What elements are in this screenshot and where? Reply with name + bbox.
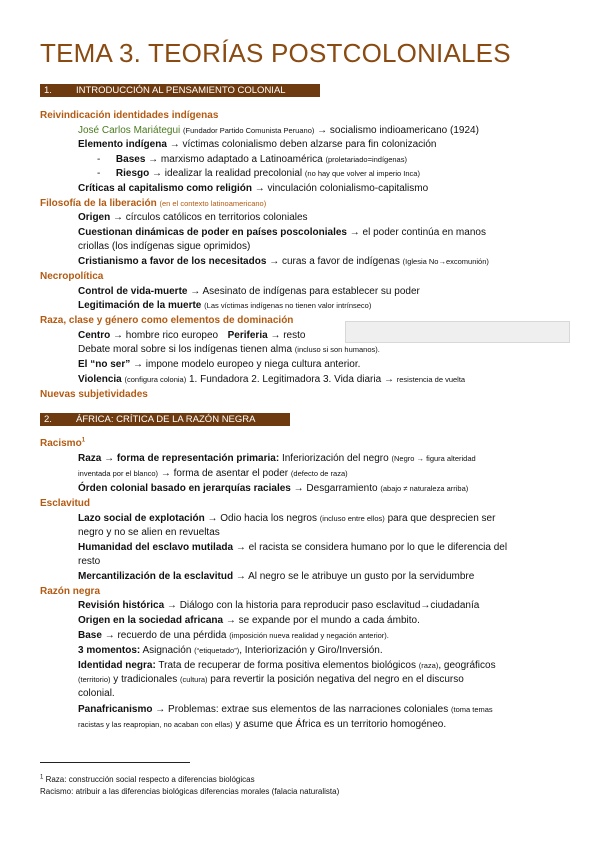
revision-line — [78, 600, 479, 612]
mariategui-line — [78, 125, 479, 137]
base-bold: Base — [78, 630, 102, 641]
cuestionan-cont: criollas (los indígenas sigue oprimidos) — [78, 241, 251, 252]
identidad-cont1 — [78, 674, 464, 686]
base-rest: → recuerdo de una pérdida — [104, 630, 227, 641]
legitimacion-note: (Las víctimas indígenas no tienen valor intrínseco) — [204, 301, 372, 310]
revision-rest: → Diálogo con la historia para reproducir paso esclavitud→ciudadanía — [166, 600, 480, 611]
heading-racismo — [40, 438, 85, 450]
raza-note: (Negro → figura alteridad — [391, 454, 476, 463]
riesgo-line — [97, 168, 420, 180]
bullet-dash: - — [97, 154, 101, 165]
section-1-header — [40, 84, 320, 97]
cristianismo-bold: Cristianismo a favor de los necesitados — [78, 256, 267, 267]
debate-text: Debate moral sobre si los indígenas tienen alma — [78, 344, 293, 355]
elemento-bold: Elemento indígena — [78, 139, 167, 150]
mercantil-line — [78, 571, 474, 583]
noser-line — [78, 359, 360, 371]
periferia-bold: Periferia — [227, 330, 268, 341]
legitimacion-line — [78, 300, 371, 312]
filosofia-note: (en el contexto latinoamericano) — [159, 199, 267, 208]
highlight-box — [345, 321, 570, 343]
raza-rest: Inferiorización del negro — [281, 453, 389, 464]
origen-rest: → círculos católicos en territorios coloniales — [113, 212, 308, 223]
orden-bold: Órden colonial basado en jerarquías raciales — [78, 483, 291, 494]
criticas-bold: Críticas al capitalismo como religión — [78, 183, 252, 194]
cristianismo-note: (Iglesia No→excomunión) — [402, 257, 489, 266]
legitimacion-bold: Legitimación de la muerte — [78, 300, 202, 311]
section-2-header — [40, 413, 290, 426]
lazo-rest: → Odio hacia los negros — [207, 513, 317, 524]
panaf-note2: racistas y las reapropian, no acaban con ellas) — [78, 720, 233, 729]
cristianismo-rest: → curas a favor de indígenas — [269, 256, 400, 267]
mariategui-name: José Carlos Mariátegui — [78, 125, 181, 136]
lazo-line — [78, 513, 495, 525]
violencia-bold: Violencia — [78, 374, 122, 385]
control-rest: → Asesinato de indígenas para establecer su poder — [190, 286, 420, 297]
raza-note2: inventada por el blanco) — [78, 469, 159, 478]
lazo-rest2: para que desprecien ser — [387, 513, 496, 524]
heading-filosofia: Filosofía de la liberación — [40, 198, 157, 209]
raza-cont — [78, 468, 348, 480]
identidad-rest4: para revertir la posición negativa del negro en el discurso — [210, 674, 464, 685]
centro-bold: Centro — [78, 330, 111, 341]
revision-bold: Revisión histórica — [78, 600, 165, 611]
cuestionan-bold: Cuestionan dinámicas de poder en países poscoloniales — [78, 227, 347, 238]
section-1-number: 1. — [44, 85, 52, 96]
panaf-note: (toma temas — [450, 705, 493, 714]
mercantil-bold: Mercantilización de la esclavitud — [78, 571, 234, 582]
humanidad-line — [78, 542, 507, 554]
humanidad-cont: resto — [78, 556, 101, 567]
cuestionan-rest: → el poder continúa en manos — [349, 227, 486, 238]
momentos-rest2: , Interiorización y Giro/Inversión. — [239, 645, 383, 656]
panafricanismo-cont — [78, 719, 446, 731]
raza-note3: (defecto de raza) — [290, 469, 348, 478]
elemento-rest: → víctimas colonialismo deben alzarse para fin colonización — [169, 139, 437, 150]
identidad-rest3: y tradicionales — [113, 674, 178, 685]
centro-rest: → hombre rico europeo — [113, 330, 219, 341]
base-note: (imposición nueva realidad y negación anterior). — [229, 631, 389, 640]
raza-bold: Raza → forma de representación primaria: — [78, 453, 280, 464]
violencia-note: (configura colonia) — [124, 375, 187, 384]
raza-rest2: → forma de asentar el poder — [160, 468, 289, 479]
debate-line — [78, 344, 380, 356]
identidad-rest2: , geográficos — [438, 660, 496, 671]
section-1-label: INTRODUCCIÓN AL PENSAMIENTO COLONIAL — [76, 85, 286, 96]
footnote-divider — [40, 762, 190, 763]
filosofia-line — [40, 198, 266, 210]
violencia-note2: resistencia de vuelta — [396, 375, 466, 384]
bases-note: (proletariado=indígenas) — [325, 155, 407, 164]
noser-rest: → impone modelo europeo y niega cultura anterior. — [133, 359, 361, 370]
riesgo-rest: → idealizar la realidad precolonial — [152, 168, 303, 179]
raza-line — [78, 453, 476, 465]
identidad-rest: Trata de recuperar de forma positiva elementos biológicos — [158, 660, 416, 671]
orden-note: (abajo ≠ naturaleza arriba) — [380, 484, 469, 493]
identidad-bold: Identidad negra: — [78, 660, 156, 671]
heading-razon-negra: Razón negra — [40, 586, 101, 597]
bullet-dash: - — [97, 168, 101, 179]
momentos-rest1: Asignación — [142, 645, 192, 656]
origen-line — [78, 212, 308, 224]
centro-line — [78, 330, 305, 342]
bases-rest: → marxismo adaptado a Latinoamérica — [148, 154, 323, 165]
orden-line — [78, 483, 468, 495]
control-line — [78, 286, 420, 298]
bases-line — [97, 154, 407, 166]
identidad-line — [78, 660, 496, 672]
lazo-cont: negro y no se alien en revueltas — [78, 527, 220, 538]
section-2-number: 2. — [44, 414, 52, 425]
origen-bold: Origen — [78, 212, 111, 223]
heading-reivindicacion: Reivindicación identidades indígenas — [40, 110, 219, 121]
humanidad-rest: → el racista se considera humano por lo que le diferencia del — [235, 542, 508, 553]
humanidad-bold: Humanidad del esclavo mutilada — [78, 542, 234, 553]
mercantil-rest: → Al negro se le atribuye un gusto por la servidumbre — [235, 571, 475, 582]
riesgo-note: (no hay que volver al imperio Inca) — [304, 169, 420, 178]
mariategui-note: (Fundador Partido Comunista Peruano) — [183, 126, 315, 135]
footnote-ref-1[interactable]: 1 — [81, 437, 86, 444]
origen-africa-bold: Origen en la sociedad africana — [78, 615, 224, 626]
heading-nuevas-subjetividades: Nuevas subjetividades — [40, 389, 148, 400]
heading-necropolitica: Necropolítica — [40, 271, 104, 282]
orden-rest: → Desgarramiento — [293, 483, 378, 494]
heading-esclavitud: Esclavitud — [40, 498, 91, 509]
riesgo-bold: Riesgo — [115, 168, 150, 179]
identidad-cont2: colonial. — [78, 688, 115, 699]
panaf-rest2: y asume que África es un territorio homogéneo. — [235, 719, 447, 730]
panaf-bold: Panafricanismo — [78, 704, 153, 715]
origen-africa-rest: → se expande por el mundo a cada ámbito. — [225, 615, 420, 626]
origen-africa-line — [78, 615, 420, 627]
criticas-line — [78, 183, 428, 195]
control-bold: Control de vida-muerte — [78, 286, 188, 297]
racismo-label: Racismo — [40, 438, 82, 449]
panafricanismo-line — [78, 704, 493, 716]
momentos-bold: 3 momentos: — [78, 645, 141, 656]
footnote-1-marker: 1 — [40, 774, 44, 781]
footnote-1-text: Raza: construcción social respecto a diferencias biológicas — [45, 775, 255, 784]
cuestionan-line — [78, 227, 486, 239]
lazo-note: (incluso entre ellos) — [319, 514, 385, 523]
page-title: TEMA 3. TEORÍAS POSTCOLONIALES — [40, 38, 511, 68]
periferia-rest: → resto — [270, 330, 306, 341]
violencia-line — [78, 374, 465, 386]
identidad-note1: (raza) — [418, 661, 439, 670]
footnote-2: Racismo: atribuir a las diferencias biológicas diferencias morales (falacia naturalista) — [40, 787, 340, 796]
criticas-rest: → vinculación colonialismo-capitalismo — [254, 183, 429, 194]
mariategui-rest: → socialismo indioamericano (1924) — [317, 125, 479, 136]
elemento-line — [78, 139, 436, 151]
lazo-bold: Lazo social de explotación — [78, 513, 205, 524]
cristianismo-line — [78, 256, 489, 268]
identidad-note3: (cultura) — [180, 675, 208, 684]
identidad-note2: (territorio) — [78, 675, 111, 684]
section-2-label: ÁFRICA: CRÍTICA DE LA RAZÓN NEGRA — [76, 414, 256, 425]
violencia-rest: 1. Fundadora 2. Legitimadora 3. Vida diaria → — [189, 374, 394, 385]
momentos-note: (“etiquetado”) — [194, 646, 240, 655]
base-line — [78, 630, 389, 642]
debate-note: (incluso si son humanos). — [294, 345, 380, 354]
heading-raza-clase-genero: Raza, clase y género como elementos de dominación — [40, 315, 294, 326]
footnote-1 — [40, 775, 255, 785]
momentos-line — [78, 645, 383, 657]
noser-bold: El “no ser” — [78, 359, 131, 370]
panaf-rest: → Problemas: extrae sus elementos de las narraciones coloniales — [155, 704, 449, 715]
bases-bold: Bases — [115, 154, 146, 165]
